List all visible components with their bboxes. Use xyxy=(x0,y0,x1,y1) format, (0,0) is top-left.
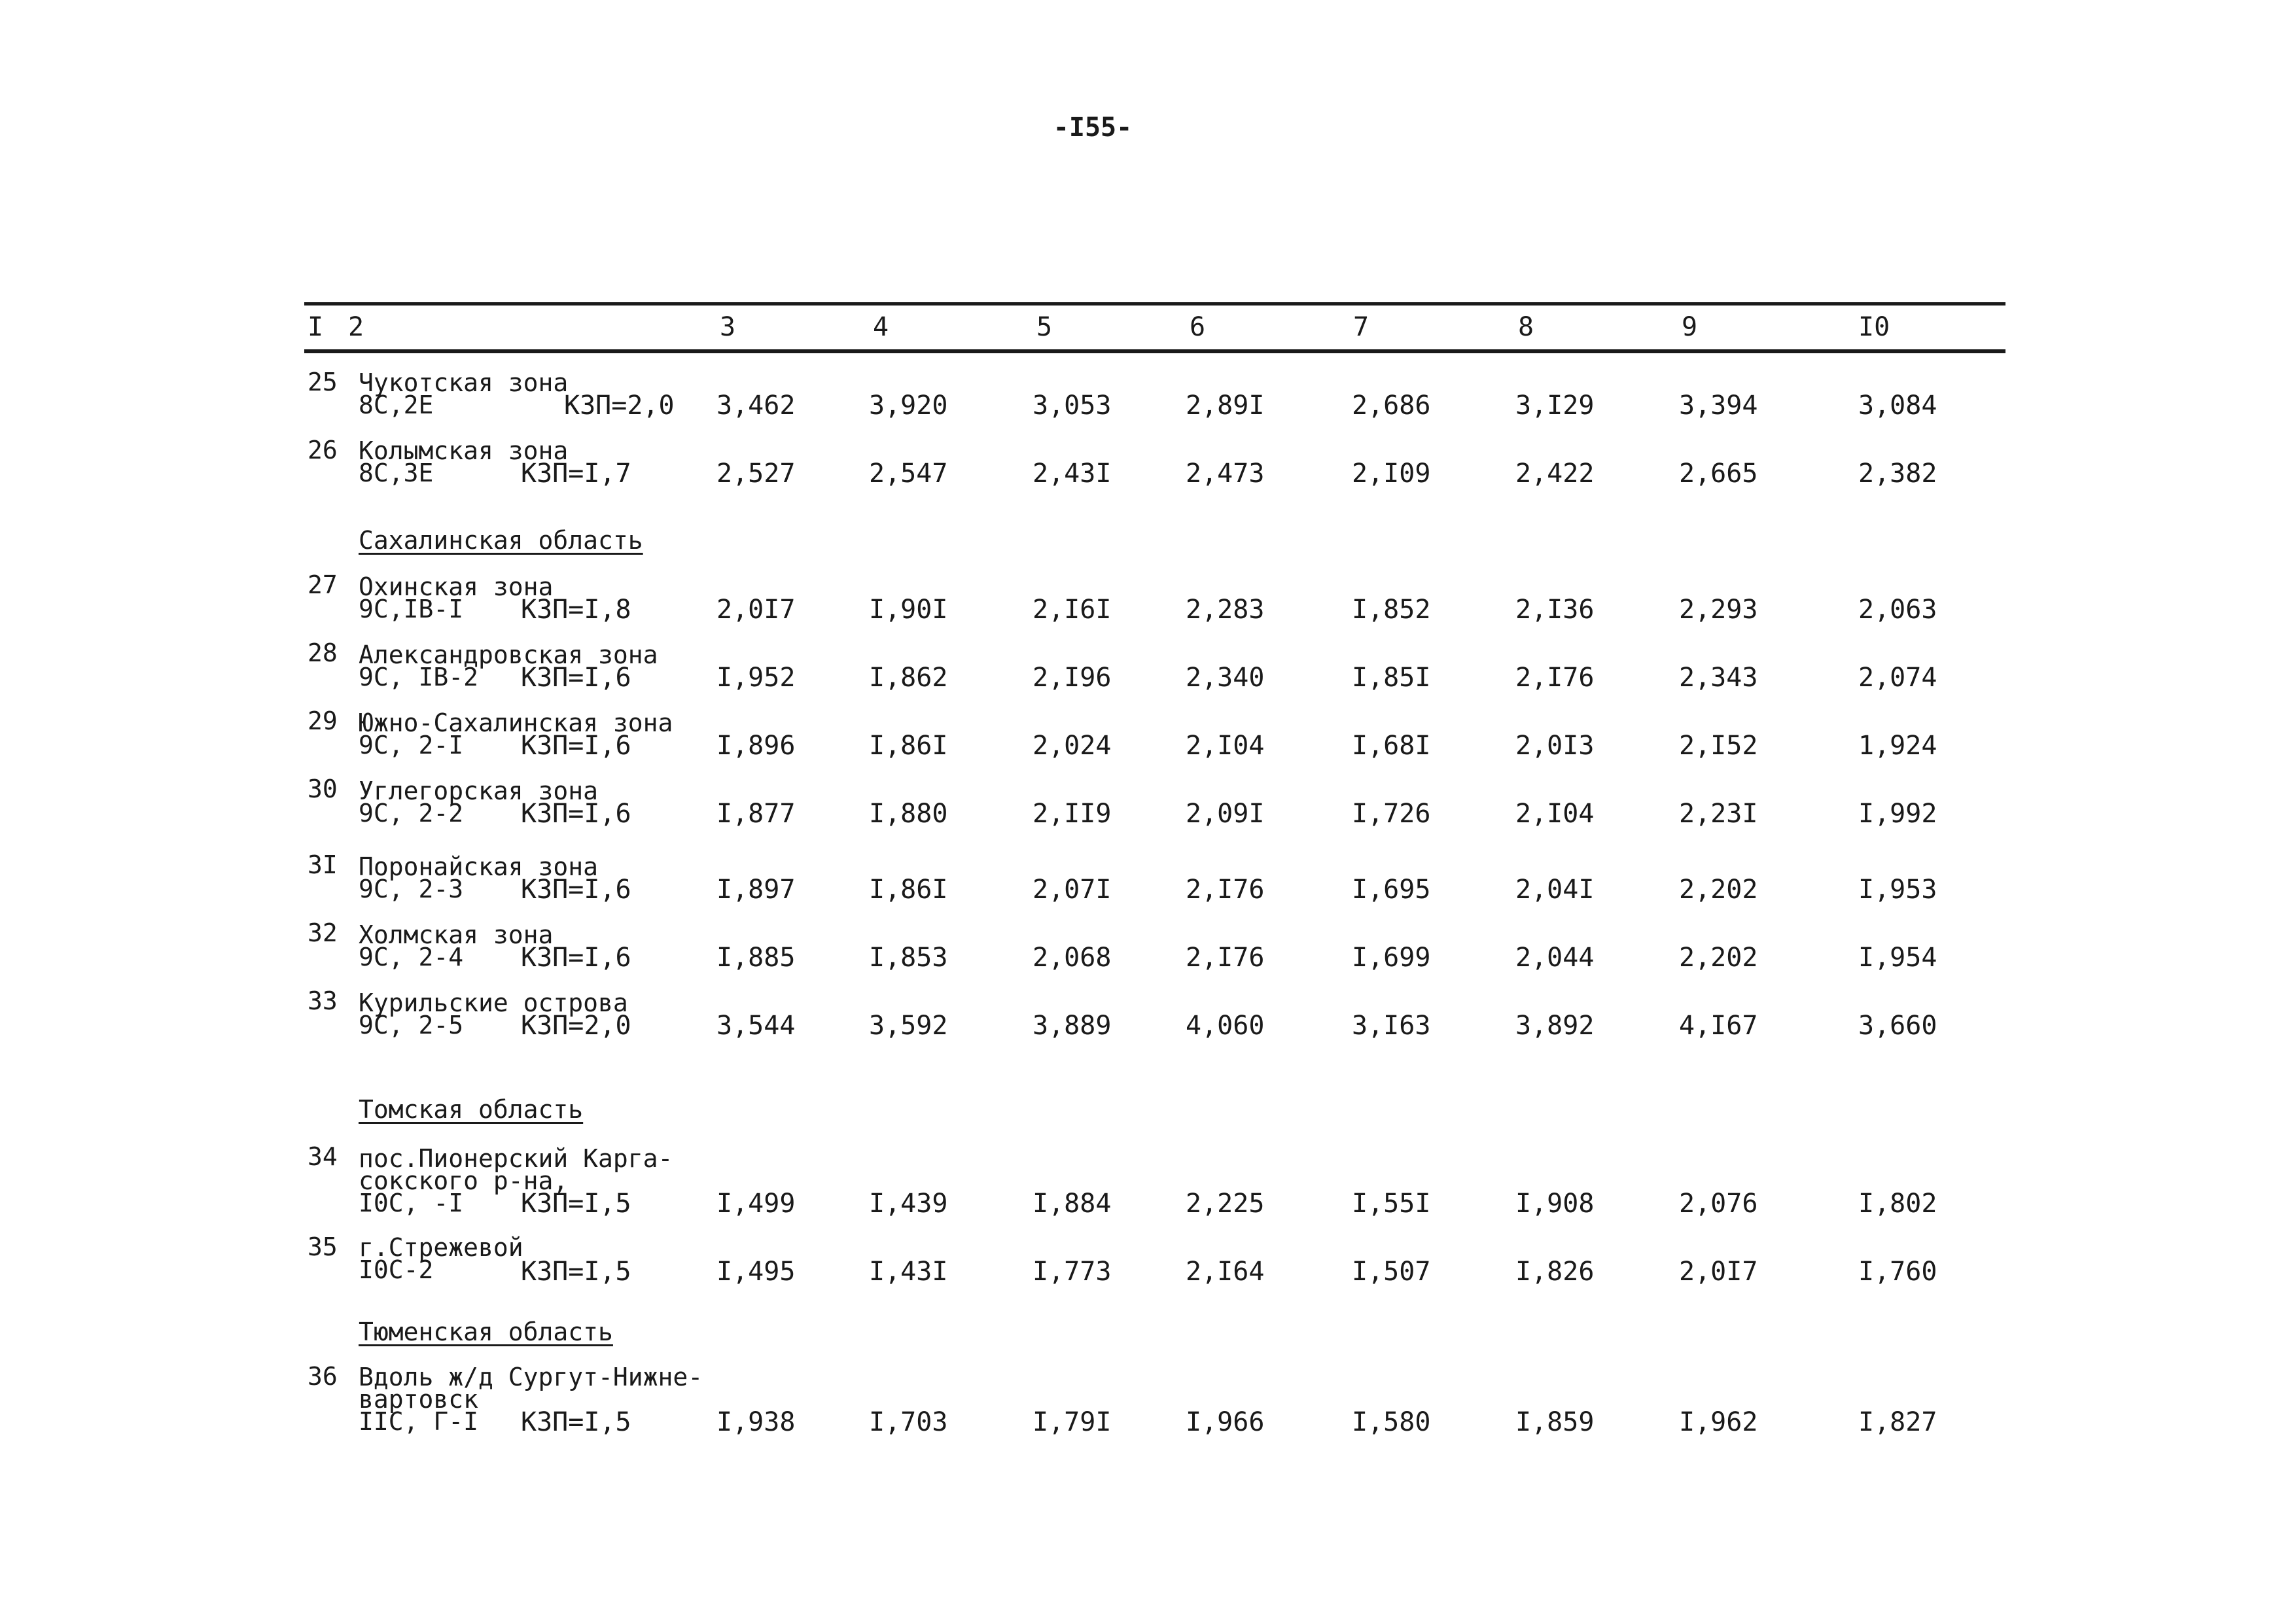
cell-col5: 2,07I xyxy=(1033,875,1112,905)
row-number: 36 xyxy=(308,1362,338,1391)
row-number: 3I xyxy=(308,850,338,879)
cell-col7: 2,I09 xyxy=(1352,459,1431,489)
cell-col10: I,760 xyxy=(1858,1257,1937,1287)
cell-col10: 1,924 xyxy=(1858,731,1937,761)
cell-col6: 2,I04 xyxy=(1186,731,1265,761)
row-name-line: вартовск xyxy=(359,1385,479,1414)
row-number: 26 xyxy=(308,436,338,464)
cell-col8: 3,I29 xyxy=(1515,391,1595,421)
cell-col4: I,862 xyxy=(869,663,948,693)
cell-col8: 2,I36 xyxy=(1515,595,1595,625)
cell-col5: 2,024 xyxy=(1033,731,1112,761)
cell-col7: I,85I xyxy=(1352,663,1431,693)
cell-col3: I,495 xyxy=(716,1257,796,1287)
row-name-line: 9С, 2-5 xyxy=(359,1011,464,1039)
cell-col3: I,897 xyxy=(716,875,796,905)
cell-col4: I,90I xyxy=(869,595,948,625)
row-name-line: Охинская зона xyxy=(359,572,554,601)
col-header-6: 6 xyxy=(1190,312,1206,342)
row-name-line: 9С, 2-2 xyxy=(359,799,464,828)
cell-col3: 3,544 xyxy=(716,1011,796,1041)
row-name-line: сокского р-на, xyxy=(359,1166,569,1195)
cell-col9: 3,394 xyxy=(1679,391,1758,421)
col-header-2: 2 xyxy=(348,312,364,342)
cell-col10: 3,660 xyxy=(1858,1011,1937,1041)
row-name-line: Холмская зона xyxy=(359,920,554,949)
cell-col10: 2,063 xyxy=(1858,595,1937,625)
row-name-line: Вдоль ж/д Сургут-Нижне- xyxy=(359,1363,703,1391)
region-heading: Сахалинская область xyxy=(359,526,643,555)
col-header-3: 3 xyxy=(720,312,736,342)
cell-col9: 2,202 xyxy=(1679,875,1758,905)
cell-col4: I,880 xyxy=(869,799,948,829)
row-number: 35 xyxy=(308,1232,338,1261)
cell-col4: I,86I xyxy=(869,731,948,761)
col-header-9: 9 xyxy=(1682,312,1698,342)
cell-col4: 3,920 xyxy=(869,391,948,421)
cell-col6: 2,I76 xyxy=(1186,943,1265,973)
cell-col8: I,826 xyxy=(1515,1257,1595,1287)
row-coefficient: КЗП=I,5 xyxy=(521,1189,631,1219)
cell-col9: 2,23I xyxy=(1679,799,1758,829)
cell-col8: 3,892 xyxy=(1515,1011,1595,1041)
row-name-line: 9С, 2-4 xyxy=(359,943,464,971)
cell-col8: 2,I76 xyxy=(1515,663,1595,693)
row-coefficient: КЗП=I,7 xyxy=(521,459,631,489)
row-name-line: I0С, -I xyxy=(359,1189,464,1217)
row-name-line: 8С,3Е xyxy=(359,459,434,487)
cell-col7: I,699 xyxy=(1352,943,1431,973)
row-name-line: Поронайская зона xyxy=(359,852,599,881)
cell-col10: 2,074 xyxy=(1858,663,1937,693)
table-header-rule xyxy=(304,349,2005,353)
row-coefficient: КЗП=I,5 xyxy=(521,1407,631,1437)
row-number: 30 xyxy=(308,775,338,803)
cell-col7: I,68I xyxy=(1352,731,1431,761)
cell-col10: I,827 xyxy=(1858,1407,1937,1437)
row-number: 27 xyxy=(308,570,338,599)
row-number: 28 xyxy=(308,638,338,667)
cell-col6: 2,I64 xyxy=(1186,1257,1265,1287)
cell-col4: I,439 xyxy=(869,1189,948,1219)
cell-col8: I,859 xyxy=(1515,1407,1595,1437)
region-heading: Томская область xyxy=(359,1095,584,1124)
cell-col8: 2,04I xyxy=(1515,875,1595,905)
cell-col5: 2,43I xyxy=(1033,459,1112,489)
cell-col6: 2,I76 xyxy=(1186,875,1265,905)
row-name-line: I0С-2 xyxy=(359,1255,434,1284)
row-name xyxy=(359,1233,523,1284)
row-coefficient: КЗП=I,5 xyxy=(521,1257,631,1287)
cell-col10: I,802 xyxy=(1858,1189,1937,1219)
cell-col7: I,695 xyxy=(1352,875,1431,905)
cell-col5: I,773 xyxy=(1033,1257,1112,1287)
row-name-line: Александровская зона xyxy=(359,640,658,669)
cell-col5: 2,I96 xyxy=(1033,663,1112,693)
cell-col10: 3,084 xyxy=(1858,391,1937,421)
cell-col9: 2,0I7 xyxy=(1679,1257,1758,1287)
cell-col10: I,992 xyxy=(1858,799,1937,829)
row-number: 32 xyxy=(308,918,338,947)
col-header-10: I0 xyxy=(1858,312,1890,342)
cell-col4: I,86I xyxy=(869,875,948,905)
cell-col6: I,966 xyxy=(1186,1407,1265,1437)
row-name-line: 9С, IВ-2 xyxy=(359,663,479,691)
row-number: 29 xyxy=(308,707,338,735)
cell-col6: 2,225 xyxy=(1186,1189,1265,1219)
cell-col8: 2,422 xyxy=(1515,459,1595,489)
cell-col4: I,43I xyxy=(869,1257,948,1287)
cell-col5: 2,II9 xyxy=(1033,799,1112,829)
row-coefficient: КЗП=I,6 xyxy=(521,943,631,973)
row-name-line: пос.Пионерский Карга- xyxy=(359,1144,673,1173)
cell-col6: 4,060 xyxy=(1186,1011,1265,1041)
cell-col6: 2,283 xyxy=(1186,595,1265,625)
cell-col10: I,953 xyxy=(1858,875,1937,905)
col-header-1: I xyxy=(308,312,324,342)
cell-col6: 2,340 xyxy=(1186,663,1265,693)
row-coefficient: КЗП=2,0 xyxy=(564,391,675,421)
cell-col3: 2,0I7 xyxy=(716,595,796,625)
cell-col5: I,884 xyxy=(1033,1189,1112,1219)
row-name-line: 9С, 2-3 xyxy=(359,875,464,903)
cell-col9: 2,343 xyxy=(1679,663,1758,693)
cell-col9: 2,202 xyxy=(1679,943,1758,973)
row-name-line: Чукотская зона xyxy=(359,368,569,397)
cell-col9: I,962 xyxy=(1679,1407,1758,1437)
cell-col9: 2,076 xyxy=(1679,1189,1758,1219)
cell-col5: 2,068 xyxy=(1033,943,1112,973)
cell-col3: 2,527 xyxy=(716,459,796,489)
table-top-rule xyxy=(304,302,2005,305)
cell-col10: 2,382 xyxy=(1858,459,1937,489)
cell-col7: I,55I xyxy=(1352,1189,1431,1219)
page-number: -I55- xyxy=(1053,113,1133,143)
cell-col6: 2,89I xyxy=(1186,391,1265,421)
cell-col10: I,954 xyxy=(1858,943,1937,973)
row-name-line: Курильские острова xyxy=(359,988,628,1017)
col-header-5: 5 xyxy=(1036,312,1053,342)
cell-col7: 3,I63 xyxy=(1352,1011,1431,1041)
cell-col9: 2,I52 xyxy=(1679,731,1758,761)
row-coefficient: КЗП=I,6 xyxy=(521,799,631,829)
row-name-line: Углегорская зона xyxy=(359,777,599,805)
row-coefficient: КЗП=2,0 xyxy=(521,1011,631,1041)
cell-col5: I,79I xyxy=(1033,1407,1112,1437)
row-coefficient: КЗП=I,6 xyxy=(521,875,631,905)
row-name-line: Южно-Сахалинская зона xyxy=(359,708,673,737)
row-name-line: 9С, 2-I xyxy=(359,731,464,759)
col-header-7: 7 xyxy=(1353,312,1369,342)
cell-col6: 2,09I xyxy=(1186,799,1265,829)
cell-col9: 4,I67 xyxy=(1679,1011,1758,1041)
row-name-line: 9С,IВ-I xyxy=(359,595,464,623)
cell-col6: 2,473 xyxy=(1186,459,1265,489)
col-header-8: 8 xyxy=(1518,312,1534,342)
cell-col5: 3,053 xyxy=(1033,391,1112,421)
row-coefficient: КЗП=I,8 xyxy=(521,595,631,625)
cell-col7: I,852 xyxy=(1352,595,1431,625)
cell-col5: 3,889 xyxy=(1033,1011,1112,1041)
row-number: 25 xyxy=(308,368,338,396)
row-name-line: г.Стрежевой xyxy=(359,1233,523,1262)
cell-col3: 3,462 xyxy=(716,391,796,421)
cell-col7: I,726 xyxy=(1352,799,1431,829)
cell-col3: I,877 xyxy=(716,799,796,829)
region-heading: Тюменская область xyxy=(359,1318,613,1346)
cell-col7: I,580 xyxy=(1352,1407,1431,1437)
row-name-line: Колымская зона xyxy=(359,436,569,465)
cell-col8: 2,I04 xyxy=(1515,799,1595,829)
cell-col4: I,703 xyxy=(869,1407,948,1437)
cell-col3: I,896 xyxy=(716,731,796,761)
cell-col8: 2,0I3 xyxy=(1515,731,1595,761)
cell-col8: I,908 xyxy=(1515,1189,1595,1219)
col-header-4: 4 xyxy=(873,312,889,342)
row-coefficient: КЗП=I,6 xyxy=(521,731,631,761)
row-name-line: IIС, Г-I xyxy=(359,1407,479,1436)
row-name-line: 8С,2Е xyxy=(359,391,434,419)
cell-col4: I,853 xyxy=(869,943,948,973)
row-number: 33 xyxy=(308,986,338,1015)
row-number: 34 xyxy=(308,1142,338,1171)
cell-col4: 2,547 xyxy=(869,459,948,489)
cell-col5: 2,I6I xyxy=(1033,595,1112,625)
cell-col3: I,885 xyxy=(716,943,796,973)
cell-col3: I,952 xyxy=(716,663,796,693)
cell-col8: 2,044 xyxy=(1515,943,1595,973)
cell-col9: 2,665 xyxy=(1679,459,1758,489)
cell-col4: 3,592 xyxy=(869,1011,948,1041)
row-coefficient: КЗП=I,6 xyxy=(521,663,631,693)
cell-col3: I,938 xyxy=(716,1407,796,1437)
cell-col3: I,499 xyxy=(716,1189,796,1219)
row-name xyxy=(359,368,569,419)
cell-col7: 2,686 xyxy=(1352,391,1431,421)
cell-col7: I,507 xyxy=(1352,1257,1431,1287)
cell-col9: 2,293 xyxy=(1679,595,1758,625)
